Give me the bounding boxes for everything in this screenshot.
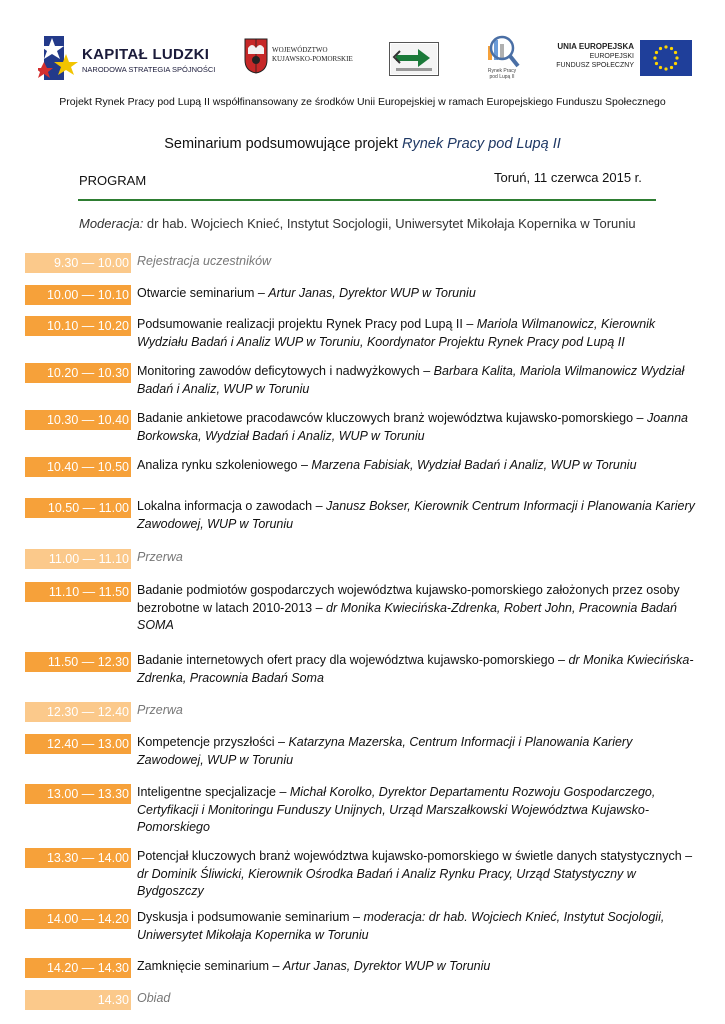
agenda-title: Podsumowanie realizacji projektu Rynek Pracy pod Lupą II –: [137, 317, 477, 331]
agenda-speaker: dr Monika Kwiecińska-Zdrenka, Pracownia Badań Soma: [137, 653, 694, 685]
agenda-title: Badanie internetowych ofert pracy dla województwa kujawsko-pomorskiego –: [137, 653, 569, 667]
agenda-title: Badanie ankietowe pracodawców kluczowych branż województwa kujawsko-pomorskiego –: [137, 411, 647, 425]
time-slot: 10.40 — 10.50: [25, 457, 131, 477]
time-slot: 10.30 — 10.40: [25, 410, 131, 430]
agenda-title: Przerwa: [137, 703, 183, 717]
agenda-description: [137, 734, 702, 769]
agenda-description: [137, 549, 702, 567]
agenda-description: [137, 498, 702, 533]
agenda-title: Analiza rynku szkoleniowego –: [137, 458, 312, 472]
magnifier-logo-line-2: pod Lupą II: [489, 74, 515, 80]
eu-line-2: EUROPEJSKI: [589, 53, 634, 60]
agenda-speaker: Barbara Kalita, Mariola Wilmanowicz Wydział Badań i Analiz, WUP w Toruniu: [137, 364, 685, 396]
agenda-description: [137, 702, 702, 720]
time-slot: 10.50 — 11.00: [25, 498, 131, 518]
time-slot: 14.00 — 14.20: [25, 909, 131, 929]
agenda-speaker: Michał Korolko, Dyrektor Departamentu Rozwoju Gospodarczego, Certyfikacji i Monitoringu Funduszy Unijnych, Urząd Marszałkowski Województwa Kujawsko-Pomorskiego: [137, 785, 656, 834]
time-slot: 11.10 — 11.50: [25, 582, 131, 602]
agenda-title: Monitoring zawodów deficytowych i nadwyżkowych –: [137, 364, 434, 378]
agenda-description: [137, 363, 702, 398]
time-slot: 14.30: [25, 990, 131, 1010]
moderation-text: dr hab. Wojciech Knieć, Instytut Socjologii, Uniwersytet Mikołaja Kopernika w Toruniu: [143, 216, 636, 231]
eu-line-3: FUNDUSZ SPOŁECZNY: [556, 62, 634, 69]
agenda-speaker: Joanna Borkowska, Wydział Badań i Analiz, WUP w Toruniu: [137, 411, 688, 443]
time-slot: 10.20 — 10.30: [25, 363, 131, 383]
time-slot: 10.10 — 10.20: [25, 316, 131, 336]
voivodeship-line-2: KUJAWSKO-POMORSKIE: [272, 55, 353, 63]
magnifier-logo-line-1: Rynek Pracy: [487, 68, 517, 74]
time-slot: 14.20 — 14.30: [25, 958, 131, 978]
agenda-speaker: Janusz Bokser, Kierownik Centrum Informacji i Planowania Kariery Zawodowej, WUP w Toruniu: [137, 499, 695, 531]
agenda-title: Inteligentne specjalizacje –: [137, 785, 290, 799]
eu-line-1: UNIA EUROPEJSKA: [557, 42, 634, 51]
time-slot: 10.00 — 10.10: [25, 285, 131, 305]
agenda-title: Przerwa: [137, 550, 183, 564]
title-prefix: Seminarium podsumowujące projekt: [164, 136, 402, 152]
agenda-title: Obiad: [137, 991, 171, 1005]
place-date: Toruń, 11 czerwca 2015 r.: [494, 170, 642, 185]
agenda-description: [137, 316, 702, 351]
time-slot: 13.30 — 14.00: [25, 848, 131, 868]
kapital-ludzki-title: KAPITAŁ LUDZKI: [82, 46, 210, 63]
agenda-title: Rejestracja uczestników: [137, 254, 272, 268]
agenda-speaker: Artur Janas, Dyrektor WUP w Toruniu: [282, 959, 491, 973]
time-slot: 9.30 — 10.00: [25, 253, 131, 273]
time-slot: 11.50 — 12.30: [25, 652, 131, 672]
agenda-description: [137, 909, 702, 944]
agenda-title: Otwarcie seminarium –: [137, 286, 269, 300]
voivodeship-line-1: WOJEWÓDZTWO: [272, 46, 328, 54]
agenda-speaker: Katarzyna Mazerska, Centrum Informacji i Planowania Kariery Zawodowej, WUP w Toruniu: [137, 735, 633, 767]
agenda-title: Kompetencje przyszłości –: [137, 735, 289, 749]
agenda-speaker: Marzena Fabisiak, Wydział Badań i Analiz, WUP w Toruniu: [311, 458, 637, 472]
agenda-speaker: Artur Janas, Dyrektor WUP w Toruniu: [268, 286, 476, 300]
agenda-title: Zamknięcie seminarium –: [137, 959, 283, 973]
funding-note: Projekt Rynek Pracy pod Lupą II współfinansowany ze środków Unii Europejskiej w ramach Europejskiego Funduszu Społecznego: [59, 96, 666, 108]
agenda-description: [137, 990, 702, 1008]
agenda-speaker: Mariola Wilmanowicz, Kierownik Wydziału Badań i Analiz WUP w Toruniu, Koordynator Projektu Rynek Pracy pod Lupą II: [137, 317, 656, 349]
moderation-label: Moderacja:: [79, 216, 144, 231]
agenda-title: Badanie podmiotów gospodarczych województwa kujawsko-pomorskiego założonych przez osoby bezrobotne w latach 2010-2013 –: [137, 583, 680, 615]
agenda-description: [137, 457, 702, 475]
time-slot: 13.00 — 13.30: [25, 784, 131, 804]
time-slot: 12.40 — 13.00: [25, 734, 131, 754]
program-label: PROGRAM: [79, 173, 147, 188]
agenda-speaker: dr Dominik Śliwicki, Kierownik Ośrodka Badań i Analiz Rynku Pracy, Urząd Statystyczny w Bydgoszczy: [137, 866, 636, 898]
agenda-description: [137, 253, 702, 271]
time-slot: 11.00 — 11.10: [25, 549, 131, 569]
agenda-description: [137, 848, 702, 901]
agenda-description: [137, 784, 702, 837]
agenda-speaker: moderacja: dr hab. Wojciech Knieć, Instytut Socjologii, Uniwersytet Mikołaja Kopernika w Toruniu: [137, 910, 665, 942]
agenda-description: [137, 410, 702, 445]
agenda-description: [137, 582, 702, 635]
agenda-description: [137, 652, 702, 687]
time-slot: 12.30 — 12.40: [25, 702, 131, 722]
kapital-ludzki-subtitle: NARODOWA STRATEGIA SPÓJNOŚCI: [82, 65, 216, 74]
agenda-description: [137, 285, 702, 303]
title-project-name: Rynek Pracy pod Lupą II: [401, 136, 561, 152]
agenda-description: [137, 958, 702, 976]
agenda-title: Potencjał kluczowych branż województwa kujawsko-pomorskiego w świetle danych statystycznych –: [137, 849, 693, 863]
agenda-title: Lokalna informacja o zawodach –: [137, 499, 327, 513]
agenda-title: Dyskusja i podsumowanie seminarium –: [137, 910, 364, 924]
agenda-speaker: dr Monika Kwiecińska-Zdrenka, Robert John, Pracownia Badań SOMA: [137, 600, 677, 632]
